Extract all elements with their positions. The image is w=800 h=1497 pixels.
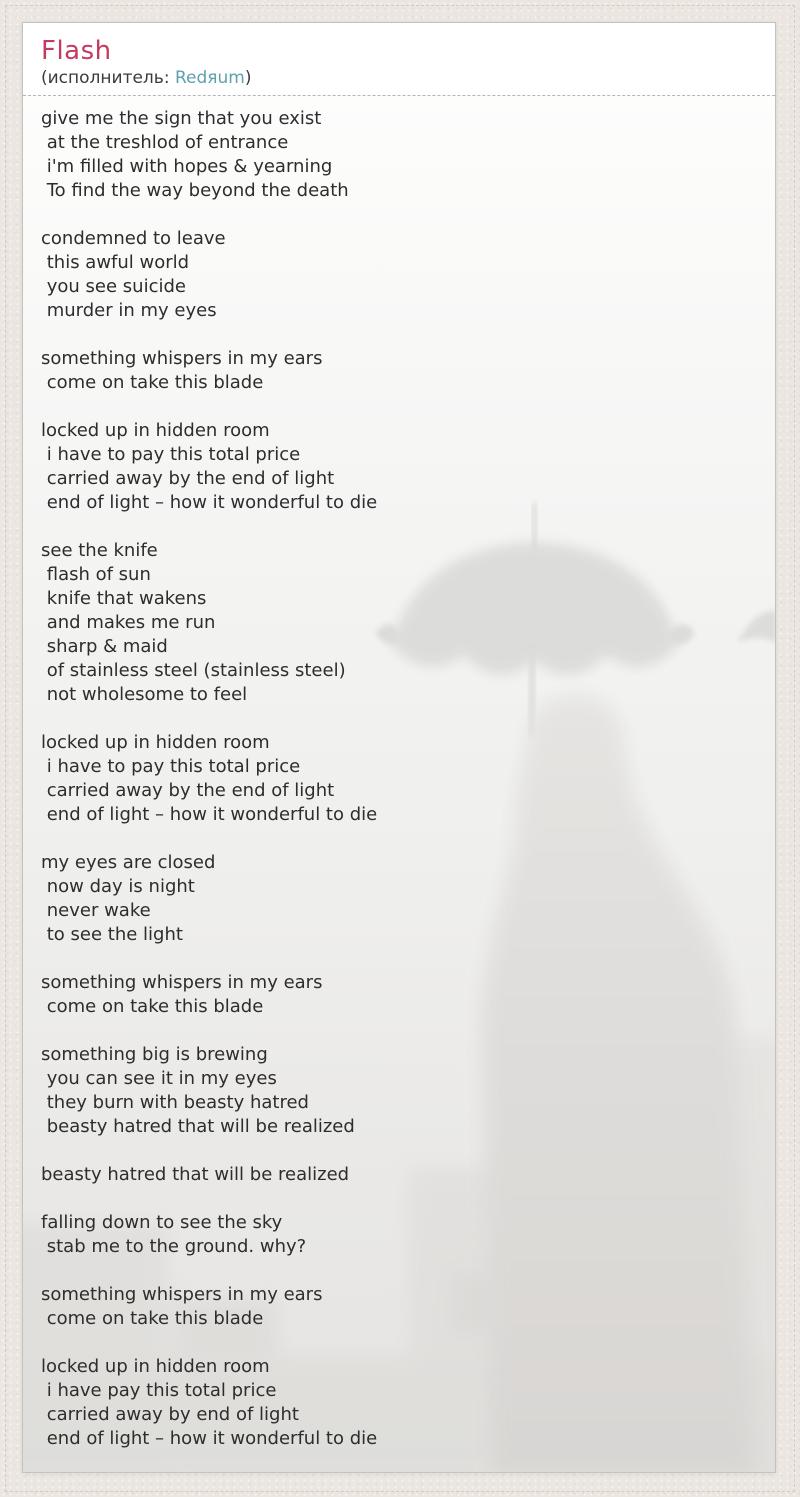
stanza	[41, 731, 757, 827]
lyrics-card	[22, 22, 776, 1473]
lyric-line: something whispers in my ears	[41, 1284, 323, 1305]
lyric-line: beasty hatred that will be realized	[41, 1116, 355, 1137]
lyric-line: carried away by end of light	[41, 1404, 299, 1425]
stanza	[41, 227, 757, 323]
lyric-line: come on take this blade	[41, 372, 264, 393]
artist-label: (исполнитель:	[41, 68, 175, 88]
lyric-line: end of light – how it wonderful to die	[41, 492, 378, 513]
stanza	[41, 851, 757, 947]
lyric-line: they burn with beasty hatred	[41, 1092, 309, 1113]
lyric-line: end of light – how it wonderful to die	[41, 1428, 378, 1449]
lyric-line: come on take this blade	[41, 996, 264, 1017]
header	[23, 23, 775, 96]
lyric-line: carried away by the end of light	[41, 780, 335, 801]
lyric-line: at the treshlod of entrance	[41, 132, 289, 153]
lyric-line: i'm filled with hopes & yearning	[41, 156, 333, 177]
song-title: Flash	[41, 36, 112, 66]
lyric-line: locked up in hidden room	[41, 732, 270, 753]
stanza	[41, 419, 757, 515]
lyric-line: carried away by the end of light	[41, 468, 335, 489]
lyric-line: knife that wakens	[41, 588, 207, 609]
lyric-line: something whispers in my ears	[41, 972, 323, 993]
lyric-line: come on take this blade	[41, 1308, 264, 1329]
lyric-line: end of light – how it wonderful to die	[41, 804, 378, 825]
lyrics	[23, 96, 775, 1451]
lyric-line: something big is brewing	[41, 1044, 268, 1065]
lyric-line: give me the sign that you exist	[41, 108, 322, 129]
lyric-line: i have to pay this total price	[41, 444, 301, 465]
artist-label-suffix: )	[244, 68, 252, 88]
artist-line	[41, 67, 757, 89]
stanza	[41, 107, 757, 203]
lyric-line: flash of sun	[41, 564, 151, 585]
lyric-line: this awful world	[41, 252, 190, 273]
stanza	[41, 1043, 757, 1139]
stanza	[41, 539, 757, 707]
lyric-line: something whispers in my ears	[41, 348, 323, 369]
lyric-line: beasty hatred that will be realized	[41, 1164, 350, 1185]
lyric-line: falling down to see the sky	[41, 1212, 283, 1233]
lyric-line: i have to pay this total price	[41, 756, 301, 777]
lyric-line: see the knife	[41, 540, 158, 561]
lyric-line: stab me to the ground. why?	[41, 1236, 307, 1257]
lyric-line: never wake	[41, 900, 151, 921]
stanza	[41, 1163, 757, 1187]
lyric-line: you can see it in my eyes	[41, 1068, 277, 1089]
lyric-line: to see the light	[41, 924, 183, 945]
artist-link[interactable]: Redяum	[174, 68, 245, 88]
stanza	[41, 971, 757, 1019]
lyric-line: To find the way beyond the death	[41, 180, 349, 201]
lyric-line: murder in my eyes	[41, 300, 217, 321]
lyric-line: locked up in hidden room	[41, 1356, 270, 1377]
lyric-line: i have pay this total price	[41, 1380, 277, 1401]
lyric-line: you see suicide	[41, 276, 186, 297]
lyric-line: sharp & maid	[41, 636, 168, 657]
lyric-line: and makes me run	[41, 612, 216, 633]
stanza	[41, 1283, 757, 1331]
lyric-line: of stainless steel (stainless steel)	[41, 660, 346, 681]
lyric-line: not wholesome to feel	[41, 684, 248, 705]
lyric-line: my eyes are closed	[41, 852, 216, 873]
lyric-line: locked up in hidden room	[41, 420, 270, 441]
stanza	[41, 1211, 757, 1259]
stanza	[41, 1355, 757, 1451]
lyric-line: condemned to leave	[41, 228, 226, 249]
stanza	[41, 347, 757, 395]
lyric-line: now day is night	[41, 876, 195, 897]
